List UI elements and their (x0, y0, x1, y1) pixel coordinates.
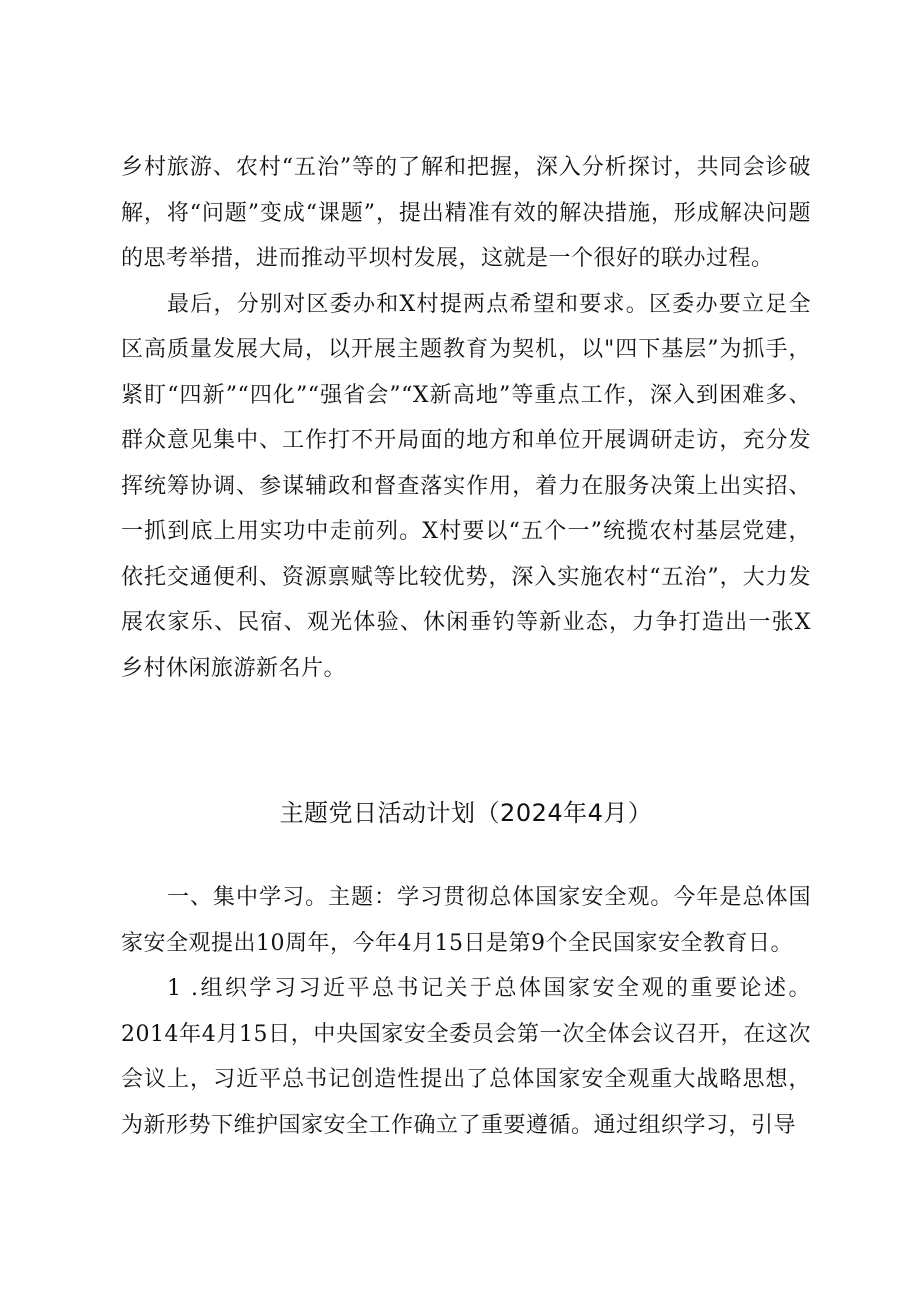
paragraph-continued: 乡村旅游、农村“五治”等的了解和把握，深入分析探讨，共同会诊破解，将“问题”变成“课题”，提出精准有效的解决措施，形成解决问题的思考举措，进而推动平坝村发展，这就是一个很好的联办过程。 (121, 155, 811, 271)
paragraph-study-theme: 一、集中学习。主题：学习贯彻总体国家安全观。今年是总体国家安全观提出10周年，今年4月15日是第9个全民国家安全教育日。 (121, 885, 811, 956)
paragraph-study-item-1: 1 .组织学习习近平总书记关于总体国家安全观的重要论述。2014年4月15日，中央国家安全委员会第一次全体会议召开，在这次会议上，习近平总书记创造性提出了总体国家安全观重大战略思想，为新形势下维护国家安全工作确立了重要遵循。通过组织学习，引导 (121, 976, 811, 1138)
body-text-bottom (121, 875, 811, 1148)
section-title: 主题党日活动计划（2024年4月） (279, 799, 653, 827)
paragraph-requirements: 最后，分别对区委办和X村提两点希望和要求。区委办要立足全区高质量发展大局，以开展主题教育为契机，以"四下基层”为抓手，紧盯“四新”“四化”“强省会”“X新高地”等重点工作，深入到困难多、群众意见集中、工作打不开局面的地方和单位开展调研走访，充分发挥统筹协调、参谋辅政和督查落实作用，着力在服务决策上出实招、一抓到底上用实功中走前列。X村要以“五个一”统揽农村基层党建，依托交通便利、资源禀赋等比较优势，深入实施农村“五治”，大力发展农家乐、民宿、观光体验、休闲垂钓等新业态，力争打造出一张X乡村休闲旅游新名片。 (121, 291, 811, 681)
body-text-top (121, 145, 811, 691)
